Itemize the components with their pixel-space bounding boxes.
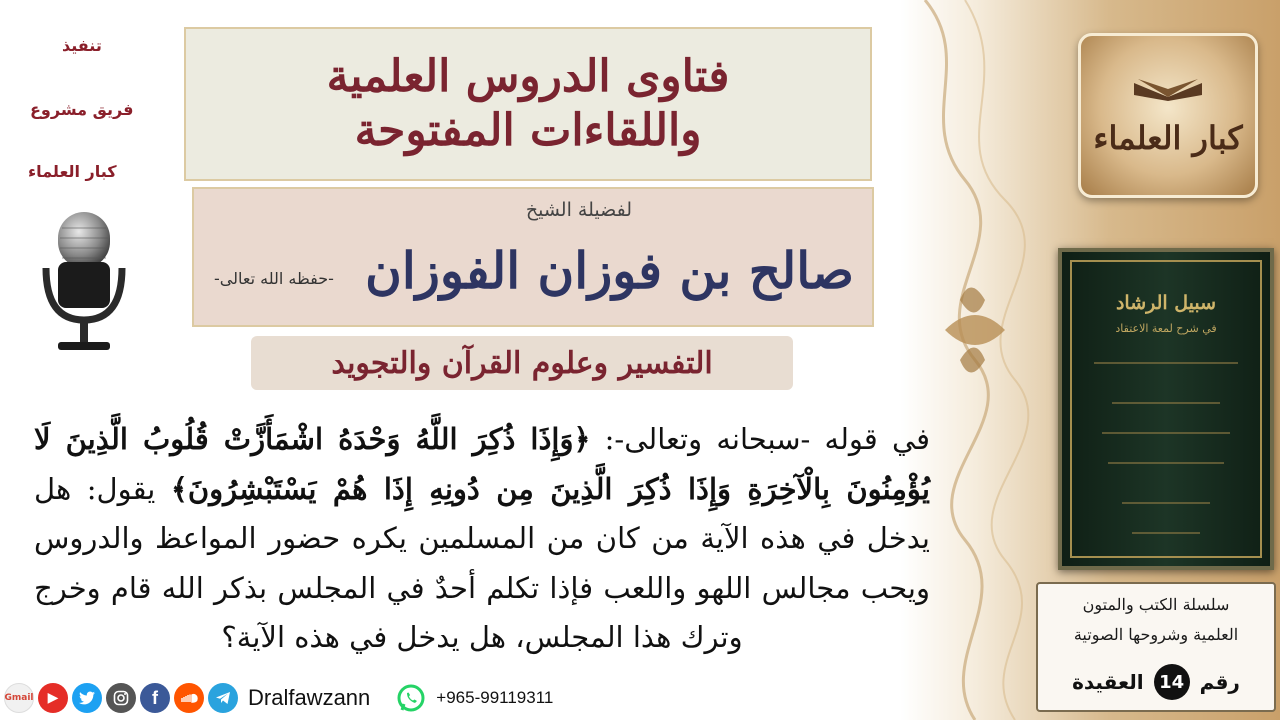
credit-line-3: كبار العلماء xyxy=(28,162,117,181)
series-line-2: العلمية وشروحها الصوتية xyxy=(1073,625,1239,644)
series-line-1: سلسلة الكتب والمتون xyxy=(1082,595,1230,614)
open-book-icon xyxy=(1128,75,1208,101)
author-prefix: لفضيلة الشيخ xyxy=(525,199,632,221)
series-category: العقيدة xyxy=(1072,670,1144,694)
book-divider xyxy=(1094,362,1238,364)
book-cover xyxy=(1058,248,1274,570)
credit-line-2: فريق مشروع xyxy=(30,100,134,119)
social-bar xyxy=(4,680,644,716)
topic-title: التفسير وعلوم القرآن والتجويد xyxy=(331,345,713,381)
book-divider xyxy=(1102,432,1230,434)
author-box xyxy=(192,187,874,327)
social-handle[interactable]: Dralfawzann xyxy=(248,685,371,710)
book-divider xyxy=(1108,462,1224,464)
author-name: صالح بن فوزان الفوزان xyxy=(365,241,854,300)
book-subtitle: في شرح لمعة الاعتقاد xyxy=(1115,322,1217,335)
series-number-badge: 14 xyxy=(1154,664,1190,700)
book-divider xyxy=(1132,532,1200,534)
microphone-icon xyxy=(38,208,130,356)
credit-line-1: تنفيذ xyxy=(62,36,102,55)
gmail-icon[interactable]: Gmail xyxy=(4,683,34,713)
book-divider xyxy=(1122,502,1210,504)
whatsapp-icon[interactable] xyxy=(396,683,426,713)
topic-box xyxy=(251,336,793,390)
question-intro: في قوله -سبحانه وتعالى-: xyxy=(590,422,930,456)
series-info-box xyxy=(1036,582,1276,712)
title-box xyxy=(184,27,872,181)
author-honorific: -حفظه الله تعالى- xyxy=(214,269,334,288)
kibar-ulama-logo xyxy=(1078,33,1258,198)
telegram-icon[interactable] xyxy=(208,683,238,713)
twitter-icon[interactable] xyxy=(72,683,102,713)
book-title: سبيل الرشاد xyxy=(1115,292,1217,314)
title-line-1: فتاوى الدروس العلمية xyxy=(326,51,730,102)
question-body: يقول: هل يدخل في هذه الآية من كان من المسلمين يكره حضور المواعظ والدروس ويحب مجالس اللهو واللعب فإذا تكلم أحدٌ في المجلس بذكر الله قام وخرج وترك هذا المجلس، هل يدخل في هذه الآية؟ xyxy=(34,471,930,654)
facebook-icon[interactable]: f xyxy=(140,683,170,713)
series-footer xyxy=(1048,662,1264,702)
book-frame xyxy=(1070,260,1262,558)
book-divider xyxy=(1112,402,1220,404)
logo-text: كبار العلماء xyxy=(1093,118,1243,157)
phone-number[interactable]: +965-99119311 xyxy=(436,688,554,707)
soundcloud-icon[interactable] xyxy=(174,683,204,713)
quran-verse: ﴿وَإِذَا ذُكِرَ اللَّهُ وَحْدَهُ اشْمَأَزَّتْ قُلُوبُ الَّذِينَ لَا يُؤْمِنُونَ بِالْآخِرَةِ وَإِذَا ذُكِرَ الَّذِينَ مِن دُونِهِ إِذَا هُمْ يَسْتَبْشِرُونَ﴾ xyxy=(34,422,930,506)
youtube-icon[interactable]: ▶ xyxy=(38,683,68,713)
question-text xyxy=(34,415,930,665)
instagram-icon[interactable] xyxy=(106,683,136,713)
series-number-label: رقم xyxy=(1199,670,1240,694)
title-line-2: واللقاءات المفتوحة xyxy=(354,105,702,156)
